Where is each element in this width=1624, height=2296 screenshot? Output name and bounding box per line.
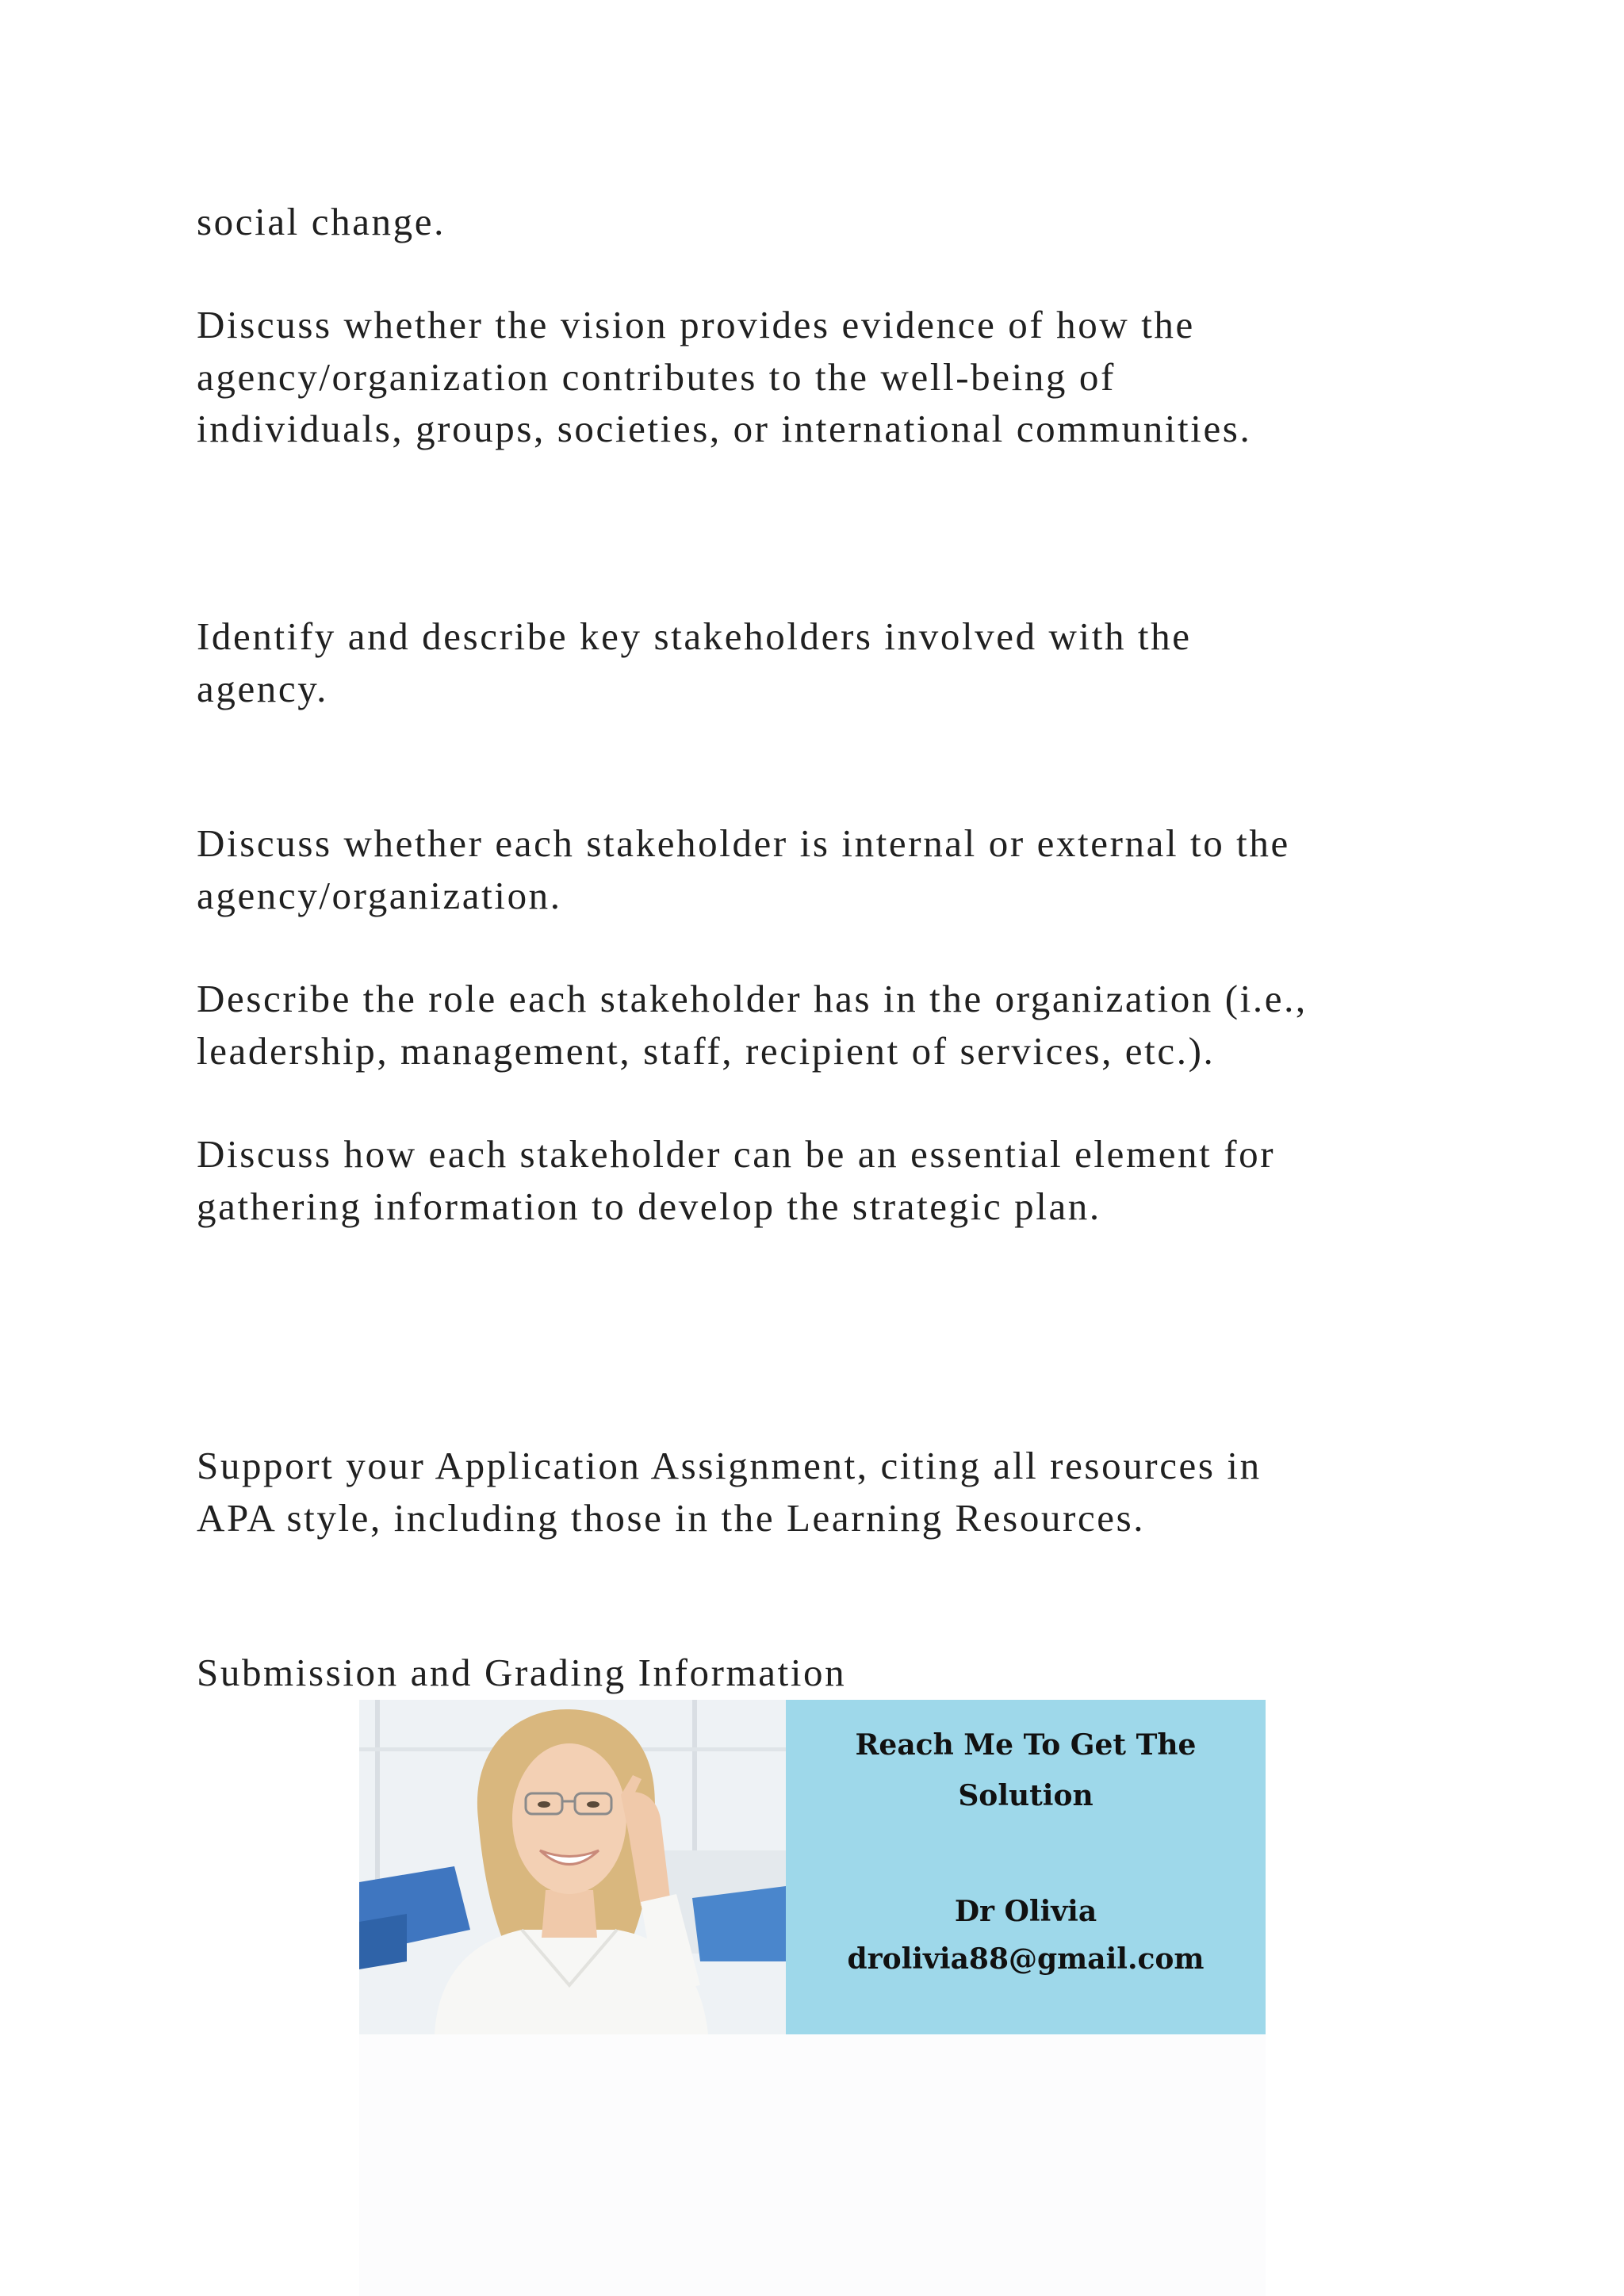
section-heading: Submission and Grading Information [197,1651,847,1694]
text-line: Discuss how each stakeholder can be an essential element for [197,1132,1276,1176]
text-line: gathering information to develop the strategic plan. [197,1184,1101,1228]
woman-photo [359,1700,786,2034]
text-line: Identify and describe key stakeholders involved with the [197,614,1192,658]
text-line: agency. [197,667,329,710]
text-line: Describe the role each stakeholder has in the organization (i.e., [197,977,1308,1020]
text-line: agency/organization contributes to the well-being of [197,355,1116,399]
banner-headline: Reach Me To Get The [855,1728,1197,1762]
contact-email: drolivia88@gmail.com [847,1942,1205,1976]
text-line: individuals, groups, societies, or international communities. [197,407,1252,450]
text-line: agency/organization. [197,874,562,917]
contact-banner [359,1700,1266,2034]
text-line: APA style, including those in the Learning Resources. [197,1496,1146,1540]
text-line: leadership, management, staff, recipient of services, etc.). [197,1029,1216,1073]
text-line: Discuss whether each stakeholder is internal or external to the [197,821,1290,865]
contact-name: Dr Olivia [954,1895,1097,1928]
woman-photo-illustration [359,1700,786,2034]
text-line: social change. [197,200,446,243]
text-line: Support your Application Assignment, citing all resources in [197,1444,1262,1487]
text-line: Discuss whether the vision provides evidence of how the [197,303,1195,346]
image-background-area [359,2034,1266,2296]
banner-subheadline: Solution [958,1779,1094,1812]
contact-info-panel [786,1700,1266,2034]
